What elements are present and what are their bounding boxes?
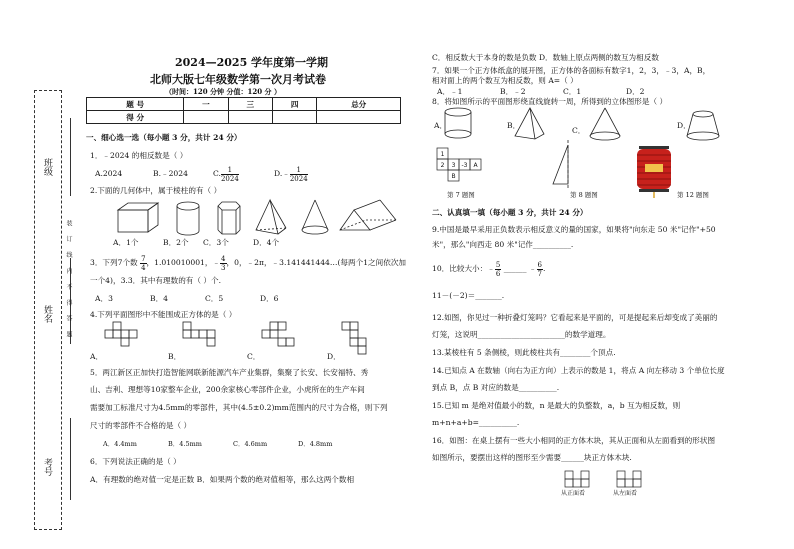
q10-text-b: ______ ﹣ (501, 264, 537, 273)
q13-text: 13.某棱柱有 5 条侧棱，则此棱柱共有________个顶点. (432, 348, 616, 357)
q1-option-d (274, 165, 308, 183)
q3-option-b: B．4 (150, 294, 169, 303)
q5-line1: 5．两江新区正加快打造智能网联新能源汽车产业集群，集聚了长安、长安福特、秀 (90, 368, 369, 377)
net-cell (199, 330, 207, 338)
q10-text-a: 10．比较大小：﹣ (432, 264, 495, 273)
q4-text: 4.下列平面图形中不能围成正方体的是（ ） (90, 310, 237, 319)
q12-line2: 灯笼，这说明_______________________的数学道理。 (432, 330, 611, 339)
seal-line-text: 装 订 线 内 不 得 答 题 (65, 220, 72, 342)
q4-option-d: D． (327, 352, 341, 361)
q2-option-d: D．4个 (253, 238, 280, 247)
net-cell (113, 322, 121, 330)
fraction-denominator: 3 (221, 263, 226, 272)
score-header-cell: 三 (228, 98, 272, 111)
net-label: -3 (461, 162, 468, 169)
q1-option-d-label: D.﹣ (274, 169, 290, 178)
fraction-numerator: 5 (495, 260, 501, 269)
exam-title-year: 2024—2025 学年度第一学期 (175, 56, 329, 69)
score-header-cell: 题 号 (87, 98, 184, 111)
q4-option-b: B． (168, 352, 182, 361)
name-label: 姓名 (42, 305, 52, 323)
class-line (70, 118, 71, 196)
q5-option-a: A．4.4mm (103, 440, 137, 448)
q8-text: 8．将如图所示的平面图形绕直线旋转一周，所得到的立体图形是（ ） (432, 97, 668, 106)
net-cell (342, 322, 350, 330)
score-header-cell: 总分 (317, 98, 401, 111)
q1-option-c-label: C. (213, 169, 221, 178)
q7-option-d: D．2 (626, 87, 645, 96)
q4-option-c: C． (247, 352, 261, 361)
q5-line2: 山、吉利、理想等10家整车企业，200余家核心零部件企业，小虎所在的生产车间 (90, 385, 365, 394)
q4-option-a: A． (90, 352, 104, 361)
net-cell (191, 330, 199, 338)
q6-option-c-d: C．相反数大于本身的数是负数 D．数轴上原点两侧的数互为相反数 (432, 53, 659, 62)
fig8-caption: 第 8 题图 (570, 191, 598, 199)
q2-option-a: A．1个 (113, 238, 139, 247)
net-cell (207, 338, 215, 346)
q7-option-c: C．1 (563, 87, 582, 96)
q1-option-c (213, 165, 239, 183)
q3-text: 3．下列7个数 $\frac{7}{4}$ ，1.010010001，﹣ $\frac{4}{3}$ ，0，﹣2π，﹣3.141441444…(每两个1之间依次加 (90, 254, 407, 272)
q11-text: 11－(－2)＝_______. (432, 291, 505, 300)
q1-option-b: B.﹣2024 (153, 169, 188, 178)
q9-line1: 9.中国是最早采用正负数表示相反意义的量的国家，如果将"向东走 50 米"记作"+50 (432, 225, 716, 234)
q15-line1: 15.已知 m 是绝对值最小的数，n 是最大的负整数，a，b 互为相反数，则 (432, 401, 681, 410)
q6-text: 6．下列说法正确的是（ ） (90, 457, 181, 466)
q16-views-figure (565, 470, 675, 490)
fraction-denominator: 2024 (289, 174, 308, 183)
q1-option-c-fraction (221, 166, 239, 183)
q3-option-c: C．5 (205, 294, 224, 303)
net-cell (105, 330, 113, 338)
score-header-cell: 四 (273, 98, 317, 111)
q5-option-d: D．4.8mm (298, 440, 333, 448)
q1-option-a: A.2024 (95, 169, 123, 178)
net-cell (358, 338, 366, 346)
q3-text-c: ，0，﹣2π，﹣3.141441444…(每两个1之间依次加 (226, 258, 407, 267)
net-cell (121, 330, 129, 338)
fraction-numerator: 4 (221, 254, 226, 263)
q2-solids-figure (118, 200, 408, 240)
q1-text: 1．﹣2024 的相反数是（ ） (90, 151, 188, 160)
q3-text-b: ，1.010010001， (146, 258, 213, 267)
fraction-numerator: 6 (537, 260, 542, 269)
net-label: 2 (440, 162, 445, 169)
net-cell (262, 330, 270, 338)
exam-no-line (70, 418, 71, 500)
q16-line1: 16．如图：在桌上摆有一些大小相同的正方体木块，其从正面和从左面看到的形状图 (432, 436, 716, 445)
fraction-numerator: 7 (141, 254, 146, 263)
net-cell (183, 322, 191, 330)
net-label: 3 (451, 162, 456, 169)
exam-no-label: 考号 (42, 458, 52, 476)
q14-line1: 14.已知点 A 在数轴（向右为正方向）上表示的数是 1，将点 A 向左移动 3 个单位长度 (432, 366, 725, 375)
fraction-denominator: 2024 (220, 174, 239, 183)
net-cell (207, 330, 215, 338)
q7-line1: 7．如果一个正方体纸盒的展开图，正方体的各面标有数字1，2，3，﹣3，A，B， (432, 66, 711, 75)
q5-line3: 需要加工标准尺寸为4.5mm的零部件，其中(4.5±0.2)mm范围内的尺寸为合格，则下列 (90, 403, 388, 412)
q2-option-b: B．2个 (163, 238, 189, 247)
q7-line2: 相对面上的两个数互为相反数，则 A=（ ） (432, 76, 578, 85)
q10-text: 10．比较大小：﹣ $\frac{5}{6}$ ______ ﹣ $\frac{6}{7}$ . (432, 260, 546, 278)
net-cell (278, 322, 286, 330)
front-view-caption: 从正面看 (561, 490, 586, 497)
net-cell (129, 330, 137, 338)
score-cell[interactable] (273, 111, 317, 124)
q15-line2: m+n+a+b=__________. (432, 418, 520, 427)
q8-option-b: B． (507, 121, 521, 130)
q3-option-a: A．3 (95, 294, 113, 303)
fraction-denominator: 6 (495, 269, 501, 278)
fraction-numerator: 1 (290, 166, 308, 175)
lantern-image (635, 146, 675, 198)
score-header-cell: 一 (184, 98, 228, 111)
score-cell[interactable] (228, 111, 272, 124)
q3-text-a: 3．下列7个数 (90, 258, 138, 267)
q12-line1: 12.如图，你见过一种折叠灯笼吗？它看起来是平面的，可是提起来后却变成了美丽的 (432, 313, 718, 322)
q8-option-c: C． (572, 126, 586, 135)
net-label: 1 (440, 151, 445, 158)
q10-fraction-2 (537, 261, 543, 278)
q16-line2: 如图所示，要摆出这样的图形至少需要______块正方体木块. (432, 453, 632, 462)
q8-option-a: A． (434, 121, 448, 130)
score-cell[interactable] (184, 111, 228, 124)
net-cell (286, 338, 294, 346)
section-1-heading: 一、细心选一选（每小题 3 分，共计 24 分） (86, 133, 242, 142)
q7-option-a: A．﹣1 (437, 87, 463, 96)
score-cell[interactable] (317, 111, 401, 124)
fig7-caption: 第 7 题图 (447, 191, 475, 199)
q5-option-b: B．4.5mm (168, 440, 202, 448)
fraction-denominator: 7 (537, 269, 542, 278)
q3-line2: 一个4)，3.3．其中有理数的有（ ）个. (90, 276, 222, 285)
q8-options-solids (440, 106, 740, 146)
section-2-heading: 二、认真填一填（每小题 3 分，共计 24 分） (432, 208, 588, 217)
fig7-net (437, 148, 497, 188)
net-cell (278, 338, 286, 346)
q2-option-c: C．3个 (203, 238, 229, 247)
q2-text: 2.下面的几何体中，属于棱柱的有（ ） (90, 186, 222, 195)
net-cell (350, 322, 358, 330)
net-cell (350, 338, 358, 346)
left-view-caption: 从左面看 (613, 490, 638, 497)
net-cell (350, 330, 358, 338)
net-cell (121, 338, 129, 346)
score-row-label: 得 分 (87, 111, 184, 124)
net-cell (183, 330, 191, 338)
fraction-numerator: 1 (221, 166, 239, 175)
q7-option-b: B．﹣2 (500, 87, 526, 96)
net-label: B (451, 173, 456, 180)
net-label: A (473, 162, 478, 169)
net-cell (113, 330, 121, 338)
q14-line2: 到点 B，点 B 对应的数是__________. (432, 383, 560, 392)
net-cell (270, 330, 278, 338)
q6-option-a-b: A．有理数的绝对值一定是正数 B．如果两个数的绝对值相等，那么这两个数相 (90, 475, 355, 484)
q3-option-d: D．6 (260, 294, 279, 303)
score-table (86, 97, 401, 124)
fig8-triangle (548, 140, 588, 190)
net-cell (270, 322, 278, 330)
fig12-caption: 第 12 题图 (677, 191, 709, 199)
exam-title: 北师大版七年级数学第一次月考试卷 (150, 73, 326, 86)
q5-option-c: C．4.6mm (233, 440, 268, 448)
fraction-denominator: 4 (141, 263, 146, 272)
q8-option-d: D． (677, 121, 691, 130)
q9-line2: 米"，那么"向西走 80 米"记作__________. (432, 240, 574, 249)
net-cell (358, 346, 366, 354)
q5-line4: 尺寸的零部件不合格的是（ ） (90, 421, 192, 430)
exam-subtitle: （时间：120 分钟 分值：120 分 ） (165, 87, 281, 96)
q1-option-d-fraction (290, 166, 308, 183)
class-label: 班级 (42, 158, 52, 176)
